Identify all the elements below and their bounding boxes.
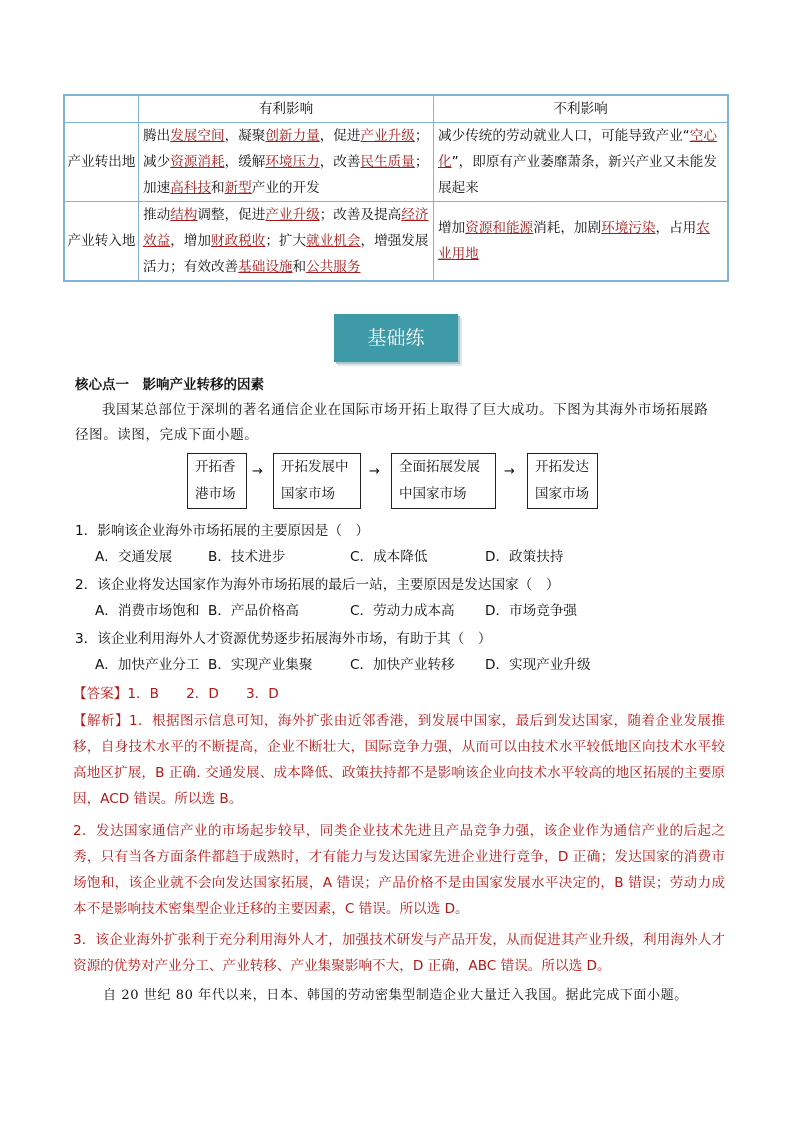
next-intro-paragraph: 自 20 世纪 80 年代以来，日本、韩国的劳动密集型制造企业大量迁入我国。据此完成下面小题。 [103, 988, 688, 1003]
cell-text: ；改善及提高 [319, 207, 402, 223]
analysis-label: 【解析】 [73, 713, 129, 729]
flow-step-2: 开拓发展中 国家市场 [273, 453, 361, 509]
analysis-paragraph-2: 2．发达国家通信产业的市场起步较早，同类企业技术先进且产品竞争力强，该企业作为通信产业的后起之秀，只有当各方面条件都趋于成熟时，才有能力与发达国家先进企业进行竞争，D 正确；发达国家的消费市场饱和，该企业就不会向发达国家拓展，A 错误；产品价格不是由国家发展水平决定的，B 错误；劳动力成本不是影响技术密集型企业迁移的主要因素，C 错误。所以选 D。 [73, 823, 725, 917]
question-1-option-a: A．交通发展 [95, 549, 173, 565]
row-label-outflow: 产业转出地 [64, 123, 139, 202]
cell-text: ，缓解 [224, 154, 266, 170]
cell-text: 和 [210, 180, 225, 196]
keyword: 结构 [170, 207, 198, 223]
table-row [64, 202, 728, 282]
intro-paragraph: 我国某总部位于深圳的著名通信企业在国际市场开拓上取得了巨大成功。下图为其海外市场拓展路径图。读图，完成下面小题。 [75, 402, 709, 443]
keyword: 新型 [224, 180, 252, 196]
cell-text: ；扩大 [265, 233, 307, 249]
inflow-good-cell [139, 202, 434, 282]
question-3-option-a: A．加快产业分工 [95, 657, 200, 673]
row-label-inflow: 产业转入地 [64, 202, 139, 282]
answer-label: 【答案】 [73, 686, 128, 702]
cell-text: ；加速 [143, 154, 429, 196]
keyword: 经济效益 [143, 207, 429, 249]
keyword: 环境污染 [601, 220, 656, 236]
flow-step-3: 全面拓展发展 中国家市场 [391, 453, 496, 509]
table-row [64, 123, 728, 202]
section-badge: 基础练 [334, 314, 458, 362]
flow-arrow-icon: → [369, 464, 380, 479]
keyword: 产业升级 [360, 128, 415, 144]
question-2-option-a: A．消费市场饱和 [95, 603, 200, 619]
question-3-option-d: D．实现产业升级 [485, 657, 591, 673]
core-point-heading: 核心点一 影响产业转移的因素 [75, 377, 264, 393]
analysis-paragraph-1: 【解析】1．根据图示信息可知，海外扩张由近邻香港，到发展中国家，最后到发达国家，随着企业发展推移，自身技术水平的不断提高，企业不断壮大，国际竞争力强，从而可以由技术水平较低地区向技术水平较高地区扩展，B 正确. 交通发展、成本降低、政策扶持都不是影响该企业向技术水平较高的地区拓展的主要原因，ACD 错误。所以选 B。 [73, 713, 725, 807]
keyword: 环境压力 [265, 154, 320, 170]
flow-step-4: 开拓发达 国家市场 [527, 453, 598, 509]
keyword: 就业机会 [306, 233, 361, 249]
cell-text: ，增强发展活力；有效改善 [143, 233, 429, 275]
question-3-option-b: B．实现产业集聚 [208, 657, 313, 673]
keyword: 基础设施 [238, 259, 293, 275]
question-2-option-b: B．产品价格高 [208, 603, 299, 619]
cell-text: 消耗，加剧 [533, 220, 602, 236]
cell-text: ，占用 [655, 220, 697, 236]
answer-line [73, 681, 279, 707]
question-1-option-d: D．政策扶持 [485, 549, 564, 565]
keyword: 民生质量 [360, 154, 415, 170]
flow-arrow-icon: → [252, 464, 263, 479]
keyword: 资源消耗 [170, 154, 225, 170]
table-header-good: 有利影响 [139, 95, 434, 123]
cell-text: 推动 [143, 207, 171, 223]
question-1-option-b: B．技术进步 [208, 549, 286, 565]
cell-text: 腾出 [143, 128, 171, 144]
flow-step-1: 开拓香 港市场 [187, 453, 247, 509]
cell-text: ；减少 [143, 128, 429, 170]
keyword: 农业用地 [438, 220, 710, 262]
cell-text: ，增加 [170, 233, 211, 249]
impact-table [63, 94, 729, 282]
question-1-option-c: C．成本降低 [350, 549, 428, 565]
question-2-option-d: D．市场竞争强 [485, 603, 578, 619]
cell-text: ，凝聚 [224, 128, 266, 144]
cell-text: ，改善 [319, 154, 361, 170]
question-3-stem: 3．该企业利用海外人才资源优势逐步拓展海外市场，有助于其（ ） [75, 631, 492, 647]
question-1-stem: 1．影响该企业海外市场拓展的主要原因是（ ） [75, 523, 370, 539]
cell-text: 调整，促进 [197, 207, 266, 223]
cell-text: 增加 [438, 220, 466, 236]
question-2-stem: 2．该企业将发达国家作为海外市场拓展的最后一站，主要原因是发达国家（ ） [75, 577, 560, 593]
inflow-bad-cell [434, 202, 729, 282]
cell-text: 减少传统的劳动就业人口，可能导致产业“ [438, 128, 690, 144]
question-2-option-c: C．劳动力成本高 [350, 603, 455, 619]
keyword: 发展空间 [170, 128, 225, 144]
outflow-good-cell [139, 123, 434, 202]
keyword: 创新力量 [265, 128, 320, 144]
keyword: 高科技 [170, 180, 211, 196]
cell-text: 产业的开发 [251, 180, 320, 196]
keyword: 财政税收 [210, 233, 266, 249]
table-header-bad: 不利影响 [434, 95, 729, 123]
analysis-paragraph-3: 3．该企业海外扩张利于充分利用海外人才，加强技术研发与产品开发，从而促进其产业升级，利用海外人才资源的优势对产业分工、产业转移、产业集聚影响不大，D 正确，ABC 错误。所以选 D。 [73, 932, 725, 974]
cell-text: 和 [292, 259, 307, 275]
keyword: 产业升级 [265, 207, 320, 223]
answer-text: 1．B 2．D 3．D [127, 686, 279, 702]
flow-arrow-icon: → [504, 464, 515, 479]
keyword: 资源和能源 [465, 220, 534, 236]
outflow-bad-cell [434, 123, 729, 202]
question-3-option-c: C．加快产业转移 [350, 657, 455, 673]
keyword: 空心化 [438, 128, 717, 170]
keyword: 公共服务 [306, 259, 361, 275]
table-header-blank [64, 95, 139, 123]
cell-text: ，促进 [319, 128, 361, 144]
cell-text: ”，即原有产业萎靡萧条，新兴产业又未能发展起来 [438, 154, 717, 196]
